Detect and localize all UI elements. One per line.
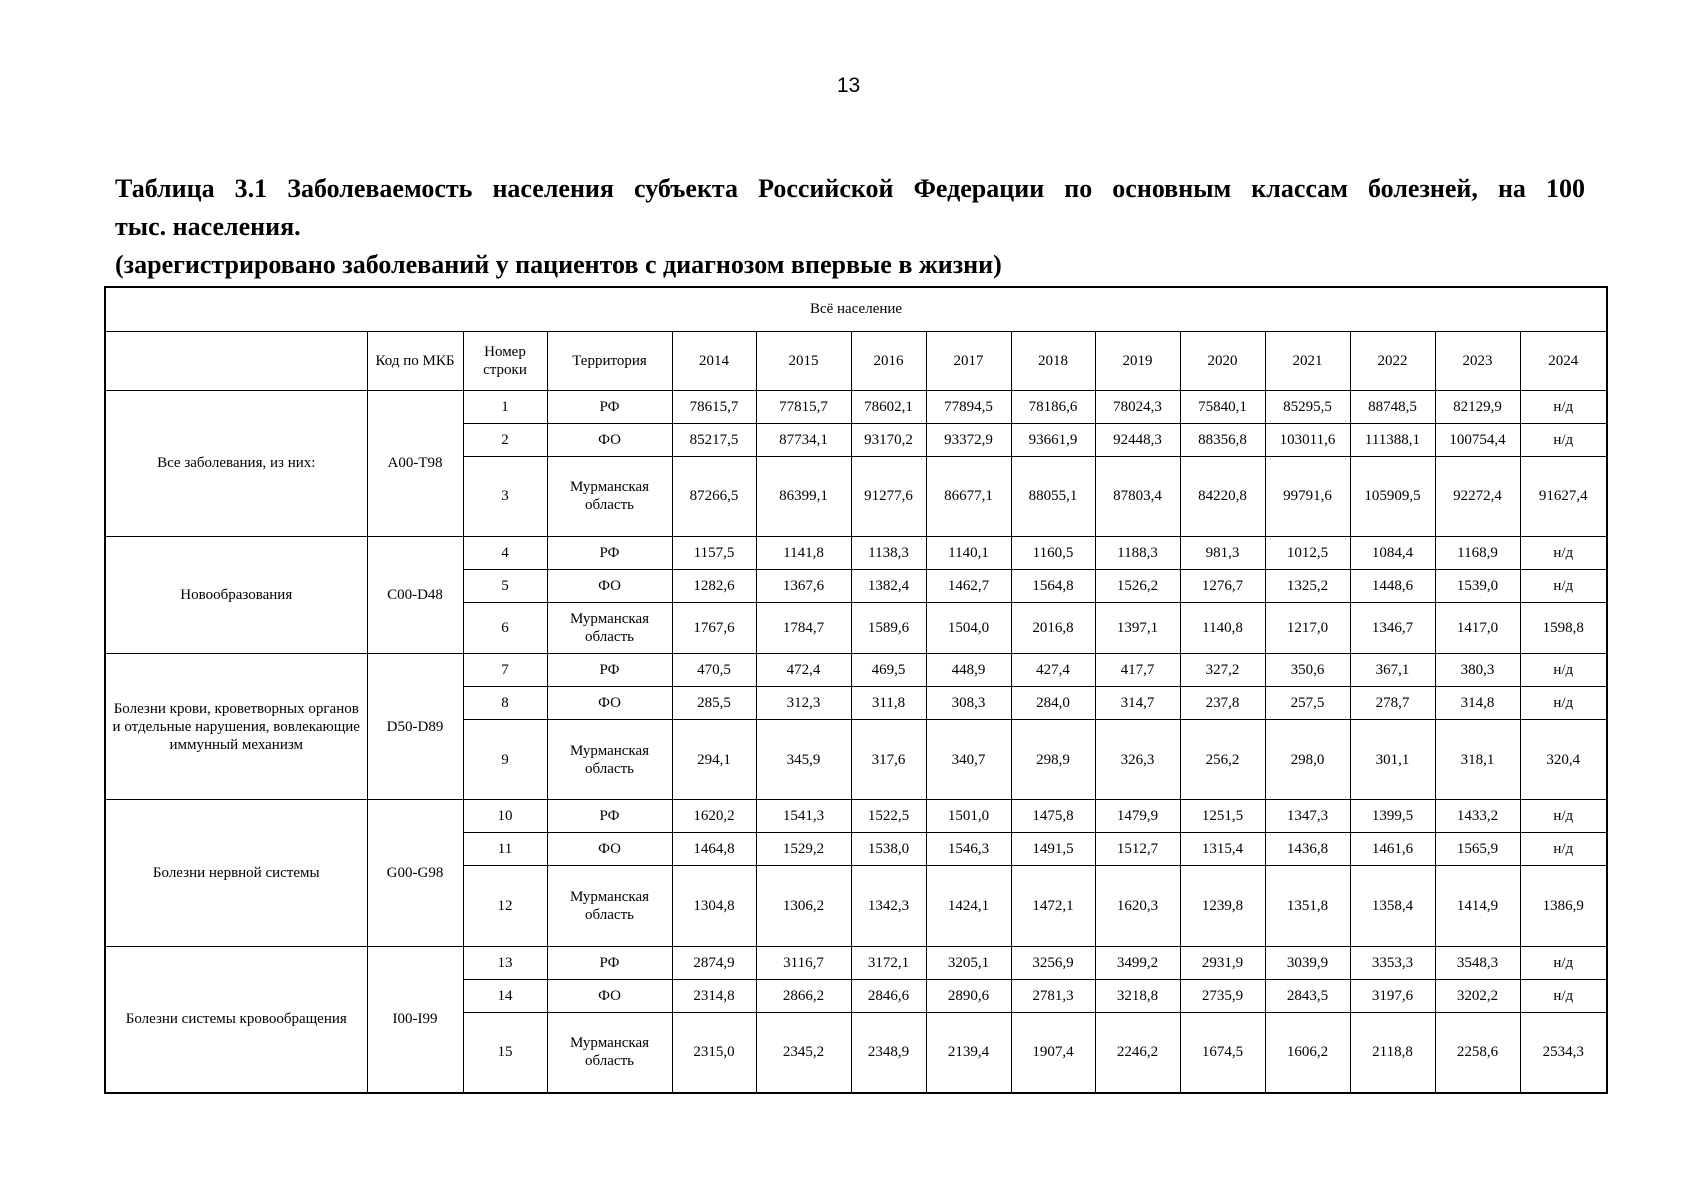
territory: ФО (547, 833, 672, 866)
header-row-number: Номер строки (463, 331, 547, 390)
value-cell: 3202,2 (1435, 979, 1520, 1012)
value-cell: 314,8 (1435, 686, 1520, 719)
value-cell: 327,2 (1180, 653, 1265, 686)
value-cell: 1598,8 (1520, 603, 1607, 654)
value-cell: 1304,8 (672, 866, 756, 947)
value-cell: 2890,6 (926, 979, 1011, 1012)
value-cell: 91627,4 (1520, 456, 1607, 537)
value-cell: 3197,6 (1350, 979, 1435, 1012)
value-cell: 308,3 (926, 686, 1011, 719)
value-cell: н/д (1520, 979, 1607, 1012)
value-cell: 1620,2 (672, 800, 756, 833)
value-cell: 981,3 (1180, 537, 1265, 570)
value-cell: 1461,6 (1350, 833, 1435, 866)
value-cell: 2315,0 (672, 1012, 756, 1093)
value-cell: 1512,7 (1095, 833, 1180, 866)
territory: РФ (547, 653, 672, 686)
value-cell: 1282,6 (672, 570, 756, 603)
value-cell: 237,8 (1180, 686, 1265, 719)
row-number: 12 (463, 866, 547, 947)
header-year: 2017 (926, 331, 1011, 390)
value-cell: 75840,1 (1180, 390, 1265, 423)
value-cell: 3172,1 (851, 946, 926, 979)
territory: РФ (547, 800, 672, 833)
value-cell: 1342,3 (851, 866, 926, 947)
value-cell: 3548,3 (1435, 946, 1520, 979)
value-cell: 1325,2 (1265, 570, 1350, 603)
value-cell: 298,0 (1265, 719, 1350, 800)
territory: РФ (547, 390, 672, 423)
disease-class: Все заболевания, из них: (105, 390, 367, 537)
value-cell: 2781,3 (1011, 979, 1095, 1012)
value-cell: 85295,5 (1265, 390, 1350, 423)
value-cell: н/д (1520, 423, 1607, 456)
value-cell: 1140,1 (926, 537, 1011, 570)
value-cell: 77894,5 (926, 390, 1011, 423)
value-cell: 1907,4 (1011, 1012, 1095, 1093)
value-cell: 1767,6 (672, 603, 756, 654)
value-cell: 1346,7 (1350, 603, 1435, 654)
row-number: 6 (463, 603, 547, 654)
value-cell: 2534,3 (1520, 1012, 1607, 1093)
value-cell: 320,4 (1520, 719, 1607, 800)
value-cell: 88748,5 (1350, 390, 1435, 423)
value-cell: 314,7 (1095, 686, 1180, 719)
territory: ФО (547, 686, 672, 719)
group-header: Всё население (105, 287, 1607, 331)
value-cell: 86677,1 (926, 456, 1011, 537)
value-cell: 1012,5 (1265, 537, 1350, 570)
value-cell: 91277,6 (851, 456, 926, 537)
row-number: 7 (463, 653, 547, 686)
row-number: 10 (463, 800, 547, 833)
value-cell: 2118,8 (1350, 1012, 1435, 1093)
value-cell: 3116,7 (756, 946, 851, 979)
value-cell: 2846,6 (851, 979, 926, 1012)
territory: РФ (547, 946, 672, 979)
value-cell: 105909,5 (1350, 456, 1435, 537)
header-icd-code: Код по МКБ (367, 331, 463, 390)
value-cell: 100754,4 (1435, 423, 1520, 456)
row-number: 2 (463, 423, 547, 456)
value-cell: 301,1 (1350, 719, 1435, 800)
value-cell: 317,6 (851, 719, 926, 800)
territory: ФО (547, 570, 672, 603)
value-cell: 2246,2 (1095, 1012, 1180, 1093)
value-cell: 345,9 (756, 719, 851, 800)
value-cell: 1138,3 (851, 537, 926, 570)
value-cell: 2139,4 (926, 1012, 1011, 1093)
value-cell: 1541,3 (756, 800, 851, 833)
table-row (105, 946, 1607, 979)
value-cell: 311,8 (851, 686, 926, 719)
header-year: 2015 (756, 331, 851, 390)
value-cell: 3039,9 (1265, 946, 1350, 979)
table-row (105, 653, 1607, 686)
row-number: 15 (463, 1012, 547, 1093)
value-cell: 1382,4 (851, 570, 926, 603)
value-cell: 1522,5 (851, 800, 926, 833)
value-cell: н/д (1520, 570, 1607, 603)
value-cell: 448,9 (926, 653, 1011, 686)
value-cell: н/д (1520, 537, 1607, 570)
value-cell: 111388,1 (1350, 423, 1435, 456)
value-cell: 427,4 (1011, 653, 1095, 686)
value-cell: 78024,3 (1095, 390, 1180, 423)
header-territory: Территория (547, 331, 672, 390)
value-cell: н/д (1520, 390, 1607, 423)
value-cell: 1141,8 (756, 537, 851, 570)
territory: Мурманская область (547, 1012, 672, 1093)
value-cell: 469,5 (851, 653, 926, 686)
value-cell: 1188,3 (1095, 537, 1180, 570)
value-cell: 93661,9 (1011, 423, 1095, 456)
value-cell: 1367,6 (756, 570, 851, 603)
territory: РФ (547, 537, 672, 570)
value-cell: 88356,8 (1180, 423, 1265, 456)
icd-code: I00-I99 (367, 946, 463, 1093)
value-cell: 1251,5 (1180, 800, 1265, 833)
disease-class: Болезни нервной системы (105, 800, 367, 947)
row-number: 4 (463, 537, 547, 570)
value-cell: 2016,8 (1011, 603, 1095, 654)
icd-code: G00-G98 (367, 800, 463, 947)
value-cell: 2258,6 (1435, 1012, 1520, 1093)
value-cell: 1306,2 (756, 866, 851, 947)
value-cell: 1529,2 (756, 833, 851, 866)
value-cell: 1620,3 (1095, 866, 1180, 947)
value-cell: 1606,2 (1265, 1012, 1350, 1093)
value-cell: 103011,6 (1265, 423, 1350, 456)
value-cell: 257,5 (1265, 686, 1350, 719)
table-title-line-2: тыс. населения. (115, 212, 301, 241)
territory: Мурманская область (547, 456, 672, 537)
row-number: 14 (463, 979, 547, 1012)
value-cell: 2314,8 (672, 979, 756, 1012)
value-cell: 1399,5 (1350, 800, 1435, 833)
value-cell: н/д (1520, 946, 1607, 979)
value-cell: 285,5 (672, 686, 756, 719)
value-cell: 1414,9 (1435, 866, 1520, 947)
value-cell: 1475,8 (1011, 800, 1095, 833)
row-number: 13 (463, 946, 547, 979)
value-cell: 367,1 (1350, 653, 1435, 686)
value-cell: н/д (1520, 653, 1607, 686)
disease-class: Новообразования (105, 537, 367, 654)
value-cell: 2874,9 (672, 946, 756, 979)
value-cell: 3205,1 (926, 946, 1011, 979)
value-cell: 2735,9 (1180, 979, 1265, 1012)
icd-code: D50-D89 (367, 653, 463, 800)
disease-class: Болезни системы кровообращения (105, 946, 367, 1093)
value-cell: 1436,8 (1265, 833, 1350, 866)
value-cell: 417,7 (1095, 653, 1180, 686)
value-cell: 1462,7 (926, 570, 1011, 603)
value-cell: 1565,9 (1435, 833, 1520, 866)
value-cell: 298,9 (1011, 719, 1095, 800)
value-cell: 87734,1 (756, 423, 851, 456)
value-cell: 1472,1 (1011, 866, 1095, 947)
value-cell: 318,1 (1435, 719, 1520, 800)
row-number: 5 (463, 570, 547, 603)
value-cell: 1084,4 (1350, 537, 1435, 570)
value-cell: 2843,5 (1265, 979, 1350, 1012)
territory: ФО (547, 979, 672, 1012)
value-cell: 1464,8 (672, 833, 756, 866)
value-cell: 1501,0 (926, 800, 1011, 833)
header-year: 2022 (1350, 331, 1435, 390)
value-cell: 77815,7 (756, 390, 851, 423)
table-row (105, 800, 1607, 833)
value-cell: 1539,0 (1435, 570, 1520, 603)
header-disease (105, 331, 367, 390)
value-cell: 1315,4 (1180, 833, 1265, 866)
value-cell: 2931,9 (1180, 946, 1265, 979)
table-title-line-1: Таблица 3.1 Заболеваемость населения субъекта Российской Федерации по основным классам болезней, на 100 (115, 174, 1585, 203)
value-cell: 1479,9 (1095, 800, 1180, 833)
header-year: 2023 (1435, 331, 1520, 390)
value-cell: 312,3 (756, 686, 851, 719)
value-cell: 380,3 (1435, 653, 1520, 686)
value-cell: 2348,9 (851, 1012, 926, 1093)
value-cell: 93372,9 (926, 423, 1011, 456)
page-number: 13 (836, 74, 861, 97)
disease-class: Болезни крови, кроветворных органов и отдельные нарушения, вовлекающие иммунный механизм (105, 653, 367, 800)
value-cell: н/д (1520, 800, 1607, 833)
value-cell: 1140,8 (1180, 603, 1265, 654)
value-cell: 1784,7 (756, 603, 851, 654)
row-number: 8 (463, 686, 547, 719)
value-cell: 87266,5 (672, 456, 756, 537)
value-cell: 88055,1 (1011, 456, 1095, 537)
value-cell: 1217,0 (1265, 603, 1350, 654)
value-cell: 3353,3 (1350, 946, 1435, 979)
territory: Мурманская область (547, 719, 672, 800)
value-cell: 294,1 (672, 719, 756, 800)
icd-code: A00-T98 (367, 390, 463, 537)
row-number: 3 (463, 456, 547, 537)
value-cell: 78615,7 (672, 390, 756, 423)
value-cell: 85217,5 (672, 423, 756, 456)
value-cell: 82129,9 (1435, 390, 1520, 423)
value-cell: 92448,3 (1095, 423, 1180, 456)
value-cell: 1674,5 (1180, 1012, 1265, 1093)
header-year: 2020 (1180, 331, 1265, 390)
value-cell: 1239,8 (1180, 866, 1265, 947)
value-cell: 1351,8 (1265, 866, 1350, 947)
value-cell: н/д (1520, 686, 1607, 719)
value-cell: 1358,4 (1350, 866, 1435, 947)
table-title (115, 170, 1585, 284)
value-cell: 1526,2 (1095, 570, 1180, 603)
header-year: 2021 (1265, 331, 1350, 390)
row-number: 1 (463, 390, 547, 423)
territory: Мурманская область (547, 603, 672, 654)
value-cell: 3256,9 (1011, 946, 1095, 979)
value-cell: 1347,3 (1265, 800, 1350, 833)
value-cell: 326,3 (1095, 719, 1180, 800)
header-year: 2024 (1520, 331, 1607, 390)
value-cell: 3218,8 (1095, 979, 1180, 1012)
value-cell: 92272,4 (1435, 456, 1520, 537)
value-cell: 78602,1 (851, 390, 926, 423)
value-cell: 1538,0 (851, 833, 926, 866)
header-year: 2019 (1095, 331, 1180, 390)
header-year: 2016 (851, 331, 926, 390)
row-number: 9 (463, 719, 547, 800)
table-row (105, 390, 1607, 423)
value-cell: 99791,6 (1265, 456, 1350, 537)
value-cell: 2866,2 (756, 979, 851, 1012)
territory: Мурманская область (547, 866, 672, 947)
value-cell: 470,5 (672, 653, 756, 686)
value-cell: 1160,5 (1011, 537, 1095, 570)
icd-code: C00-D48 (367, 537, 463, 654)
value-cell: 1448,6 (1350, 570, 1435, 603)
value-cell: 1276,7 (1180, 570, 1265, 603)
value-cell: 1157,5 (672, 537, 756, 570)
morbidity-table (104, 286, 1608, 1094)
value-cell: 256,2 (1180, 719, 1265, 800)
table-row (105, 537, 1607, 570)
value-cell: 78186,6 (1011, 390, 1095, 423)
value-cell: 284,0 (1011, 686, 1095, 719)
value-cell: 1564,8 (1011, 570, 1095, 603)
row-number: 11 (463, 833, 547, 866)
value-cell: 472,4 (756, 653, 851, 686)
header-year: 2014 (672, 331, 756, 390)
value-cell: 84220,8 (1180, 456, 1265, 537)
value-cell: 1386,9 (1520, 866, 1607, 947)
value-cell: 1397,1 (1095, 603, 1180, 654)
value-cell: 1417,0 (1435, 603, 1520, 654)
value-cell: 87803,4 (1095, 456, 1180, 537)
value-cell: 1589,6 (851, 603, 926, 654)
value-cell: 3499,2 (1095, 946, 1180, 979)
header-year: 2018 (1011, 331, 1095, 390)
value-cell: 93170,2 (851, 423, 926, 456)
territory: ФО (547, 423, 672, 456)
table-title-line-3: (зарегистрировано заболеваний у пациентов с диагнозом впервые в жизни) (115, 250, 1002, 279)
table-body (105, 390, 1607, 1093)
value-cell: 86399,1 (756, 456, 851, 537)
value-cell: 1168,9 (1435, 537, 1520, 570)
value-cell: н/д (1520, 833, 1607, 866)
value-cell: 2345,2 (756, 1012, 851, 1093)
value-cell: 1504,0 (926, 603, 1011, 654)
value-cell: 340,7 (926, 719, 1011, 800)
value-cell: 1491,5 (1011, 833, 1095, 866)
value-cell: 1546,3 (926, 833, 1011, 866)
value-cell: 1424,1 (926, 866, 1011, 947)
value-cell: 1433,2 (1435, 800, 1520, 833)
value-cell: 278,7 (1350, 686, 1435, 719)
value-cell: 350,6 (1265, 653, 1350, 686)
